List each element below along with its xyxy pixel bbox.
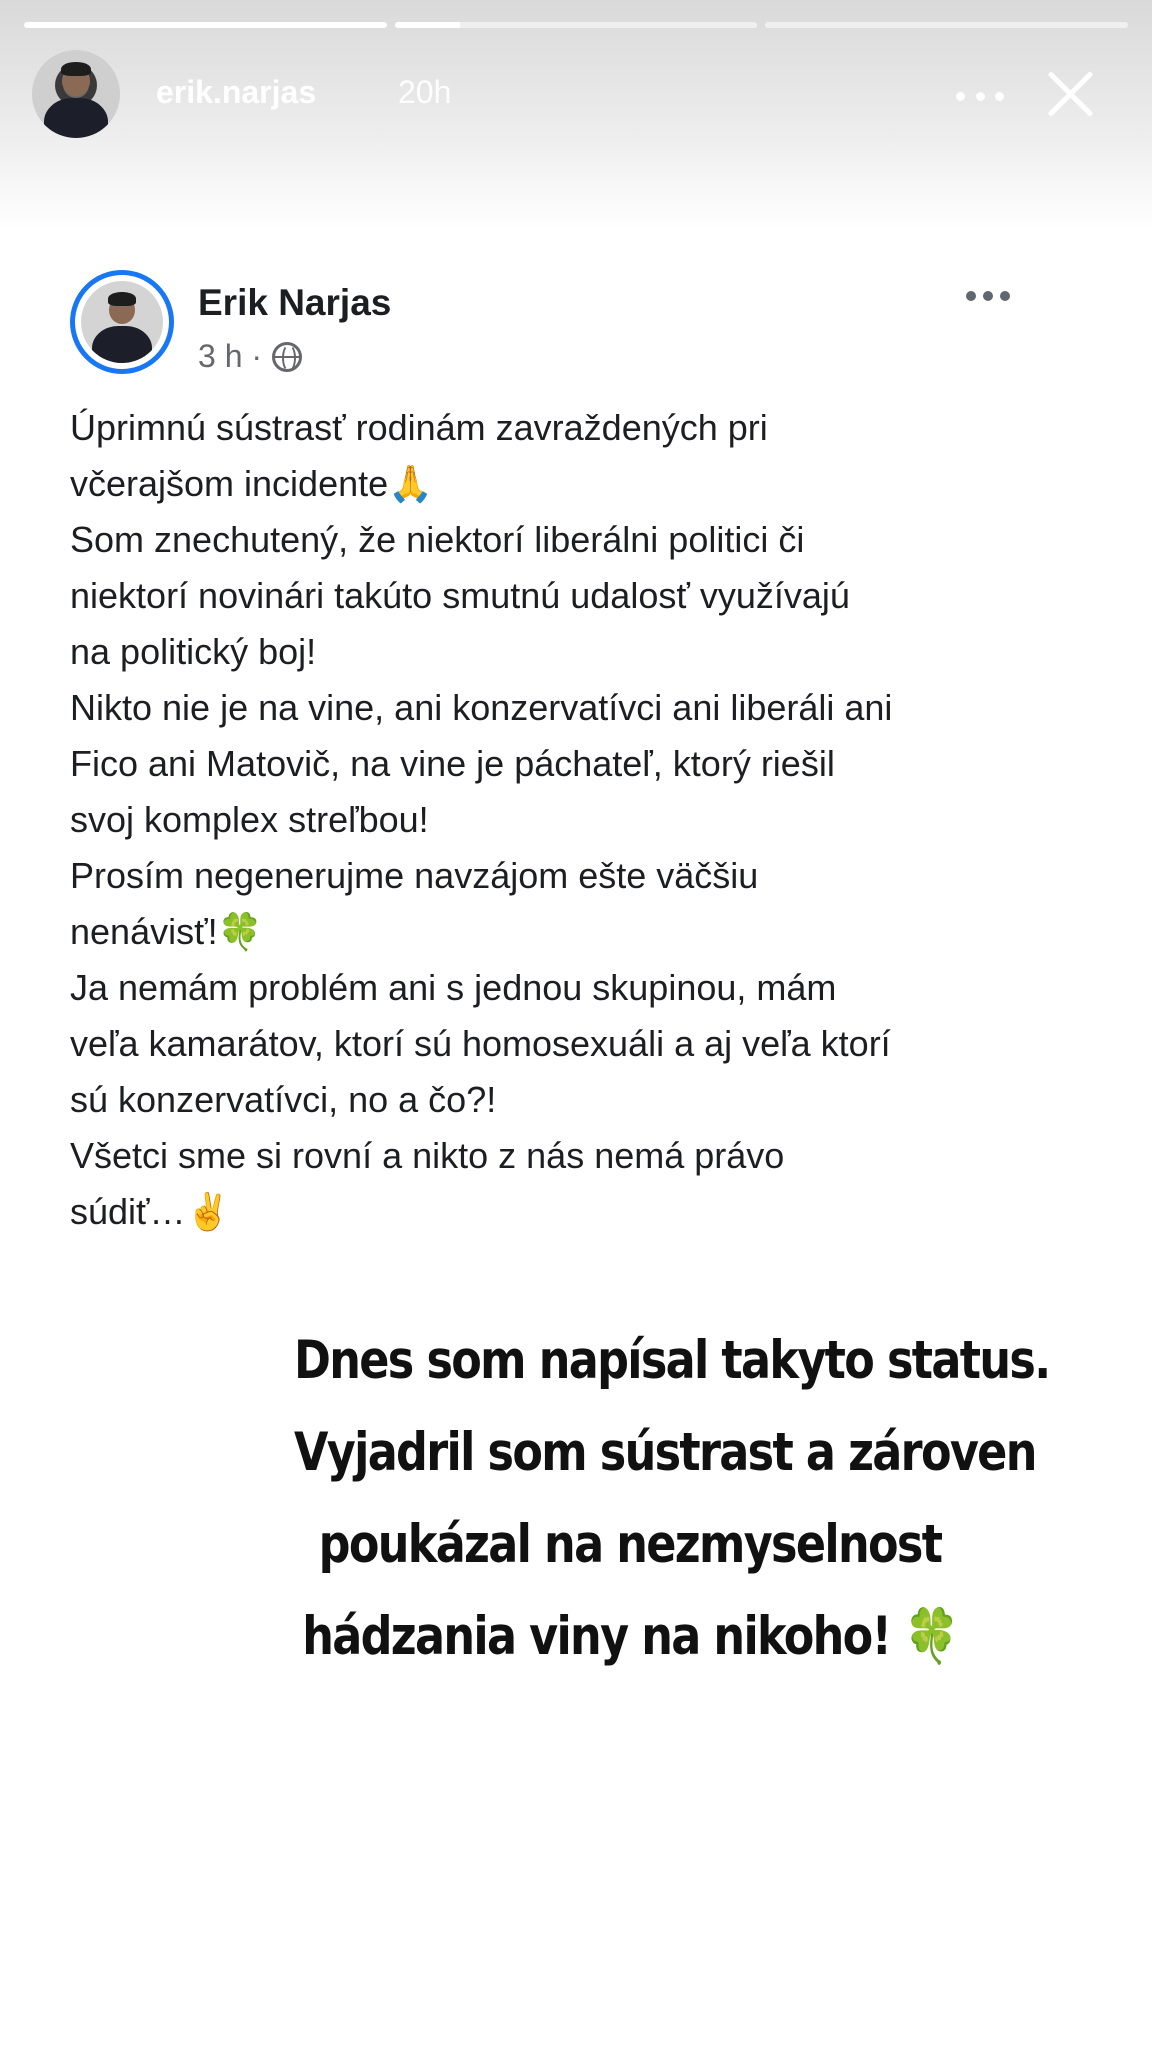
post-line: nenávisť!🍀 — [70, 911, 263, 952]
avatar[interactable] — [32, 50, 120, 138]
post-line: Som znechutený, že niektorí liberálni politici či — [70, 519, 805, 560]
post-line: Všetci sme si rovní a nikto z nás nemá právo — [70, 1135, 785, 1176]
story-timestamp: 20h — [398, 74, 452, 110]
story-caption — [294, 1315, 1050, 1683]
shared-post — [40, 250, 1040, 1250]
story-username[interactable]: erik.narjas — [156, 74, 317, 110]
post-line: včerajšom incidente🙏 — [70, 463, 433, 504]
post-line: veľa kamarátov, ktorí sú homosexuáli a aj veľa ktorí — [70, 1023, 891, 1064]
globe-icon — [272, 342, 302, 372]
post-line: sú konzervatívci, no a čo?! — [70, 1079, 497, 1120]
post-more-icon — [966, 290, 1010, 302]
post-line: svoj komplex streľbou! — [70, 799, 429, 840]
story-progress-segment — [395, 22, 758, 28]
post-time: 3 h · — [198, 338, 263, 374]
post-line: Prosím negenerujme navzájom ešte väčšiu — [70, 855, 759, 896]
progress-fill — [24, 22, 387, 28]
close-icon[interactable] — [1040, 64, 1100, 124]
progress-fill — [395, 22, 460, 28]
post-line: Nikto nie je na vine, ani konzervatívci ani liberáli ani — [70, 687, 893, 728]
post-line: súdiť…✌️ — [70, 1191, 231, 1232]
post-avatar — [70, 270, 174, 374]
post-body — [70, 400, 1050, 1240]
caption-line: hádzania viny na nikoho! 🍀 — [302, 1606, 958, 1667]
caption-line: Vyjadril som sústrast a zároven — [294, 1422, 1036, 1483]
post-line: Fico ani Matovič, na vine je páchateľ, ktorý riešil — [70, 743, 835, 784]
post-line: na politický boj! — [70, 631, 317, 672]
story-header — [32, 50, 1128, 140]
caption-line: poukázal na nezmyselnost — [318, 1514, 942, 1575]
post-line: Ja nemám problém ani s jednou skupinou, mám — [70, 967, 837, 1008]
story-progress-segment — [765, 22, 1128, 28]
story-progress-segment — [24, 22, 387, 28]
post-line: niektorí novinári takúto smutnú udalosť využívajú — [70, 575, 850, 616]
post-author: Erik Narjas — [198, 282, 392, 323]
more-horizontal-icon[interactable] — [956, 76, 1004, 116]
story-progress — [24, 22, 1128, 28]
post-line: Úprimnú sústrasť rodinám zavraždených pri — [70, 407, 768, 448]
caption-line: Dnes som napísal takyto status. — [294, 1330, 1050, 1391]
post-meta — [198, 338, 302, 375]
